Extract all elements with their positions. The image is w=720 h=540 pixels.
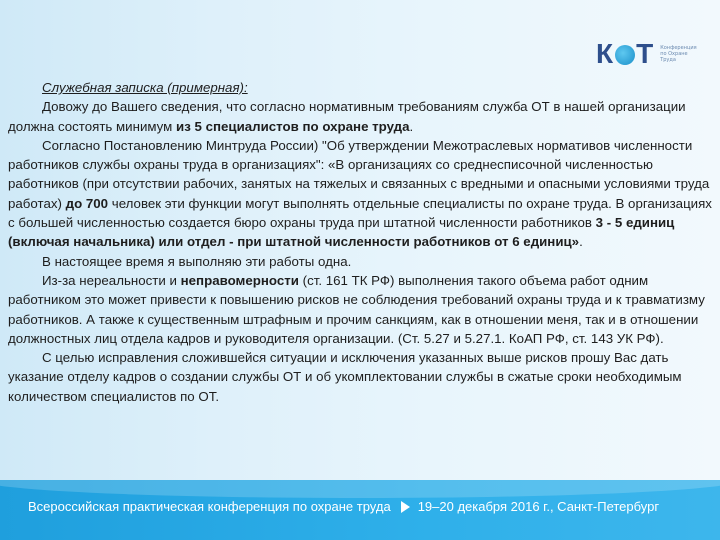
memo-paragraph-2 xyxy=(8,136,712,252)
p4-text-a: Из-за нереальности и xyxy=(42,272,181,288)
p1-bold: из 5 специалистов по охране труда xyxy=(176,118,410,134)
p2-bold-2: 3 - 5 единиц (включая начальника) или отдел - при штатной численности работников от 6 единиц» xyxy=(8,215,675,250)
logo-letter-t: Т xyxy=(636,38,655,69)
p4-bold: неправомерности xyxy=(180,272,299,288)
p2-bold-1: до 700 xyxy=(65,195,109,211)
footer-wave-decoration xyxy=(0,480,720,498)
p2-text-a: Согласно Постановлению Минтруда России) "Об утверждении Межотраслевых нормативов численности работников службы охраны труда в организациях": «В организациях со среднесписочной численностью работников (при отсутствии рабочих, занятых на тяжелых и связанных с вредными и опасными условиями труда работах) xyxy=(8,137,710,211)
memo-paragraph-1 xyxy=(8,97,712,136)
footer-text xyxy=(28,499,659,514)
logo-tagline: Конференция по Охране Труда xyxy=(660,45,697,63)
helmet-icon xyxy=(615,45,635,65)
p2-text-e: . xyxy=(579,234,583,250)
p2-text-c: человек эти функции могут выполнять отдельные специалисты по охране труда. В организациях с большей численностью создается бюро охраны труда при штатной численности работников xyxy=(8,195,712,231)
footer-banner xyxy=(0,480,720,540)
p1-text-c: . xyxy=(409,118,414,134)
memo-title xyxy=(8,78,712,97)
footer-date-place: 19–20 декабря 2016 г., Санкт-Петербург xyxy=(417,499,660,514)
logo-wordmark xyxy=(596,38,654,70)
logo-letter-k: К xyxy=(596,38,615,69)
p4-text-c: (ст. 161 ТК РФ) выполнения такого объема работ одним работником это может привести к повышению рисков не соблюдения требований охраны труда и к травматизму работников. А также к существенным штрафным и прочим санкциям, как в отношении меня, так и в отношении должностных лиц отдела кадров и руководителя организации. (Ст. 5.27 и 5.27.1. КоАП РФ, ст. 143 УК РФ). xyxy=(8,272,705,346)
footer-conference: Всероссийская практическая конференция по охране труда xyxy=(28,499,391,514)
memo-paragraph-5: С целью исправления сложившейся ситуации и исключения указанных выше рисков прошу Вас дать указание отделу кадров о создании службы ОТ и об укомплектовании службы в сжатые сроки необходимым количеством специалистов по ОТ. xyxy=(8,350,682,404)
conference-logo xyxy=(596,34,716,74)
play-arrow-icon xyxy=(401,501,410,513)
memo-paragraph-4 xyxy=(8,271,712,348)
p1-text-a: Довожу до Вашего сведения, что согласно нормативным требованиям служба ОТ в нашей организации должна состоять минимум xyxy=(8,99,686,134)
memo-paragraph-3: В настоящее время я выполняю эти работы одна. xyxy=(42,253,352,269)
memo-title-text: Служебная записка (примерная): xyxy=(42,80,248,95)
memo-body xyxy=(8,78,712,406)
